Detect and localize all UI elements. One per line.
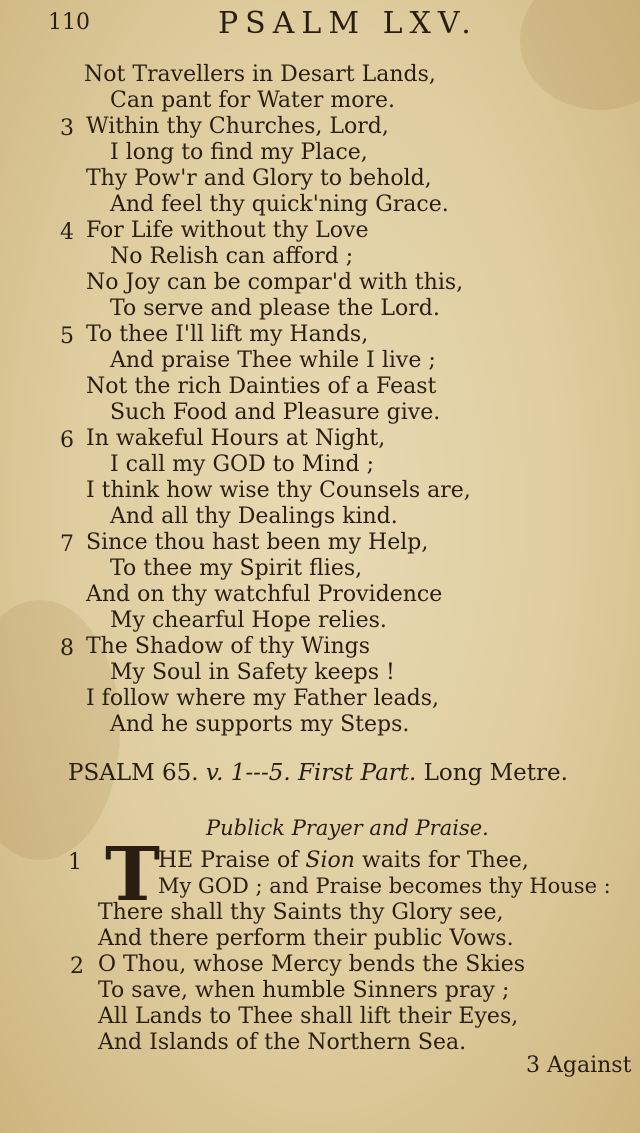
verse-line: Not Travellers in Desart Lands, [84,62,436,87]
paper-stain [520,0,640,110]
verse-line: The Shadow of thy Wings [86,634,370,659]
verse-line: And praise Thee while I live ; [110,348,436,373]
verse-number: 5 [60,324,74,349]
verse-number: 1 [68,850,82,875]
metre-label: Long Metre. [423,760,568,786]
verse-line [158,848,529,873]
verse-line: No Joy can be compar'd with this, [86,270,464,295]
verse-line: No Relish can afford ; [110,244,354,269]
verse-number: 8 [60,636,74,661]
verse-line: Can pant for Water more. [110,88,396,113]
verse-line: And on thy watchful Providence [86,582,443,607]
verse-line: To serve and please the Lord. [110,296,440,321]
verse-line: My chearful Hope relies. [110,608,387,633]
verse-line: All Lands to Thee shall lift their Eyes, [98,1004,519,1029]
verse-number: 3 [60,116,74,141]
verse-number: 6 [60,428,74,453]
verse-text: waits for Thee, [361,848,529,873]
verse-range: v. 1---5. [205,760,291,786]
catchword: 3 Against [526,1053,632,1078]
verse-number: 4 [60,220,74,245]
verse-line: Thy Pow'r and Glory to behold, [86,166,432,191]
verse-line: Since thou hast been my Help, [86,530,429,555]
verse-line: And feel thy quick'ning Grace. [110,192,449,217]
drop-capital: T [105,832,161,918]
verse-line: For Life without thy Love [86,218,369,243]
psalm-heading: PSALM 65. [68,760,199,786]
verse-line: And there perform their public Vows. [98,926,514,951]
verse-number: 7 [60,532,74,557]
verse-line: And all thy Dealings kind. [110,504,398,529]
verse-line: Within thy Churches, Lord, [86,114,389,139]
verse-text: HE Praise of [158,848,299,873]
verse-line: In wakeful Hours at Night, [86,426,386,451]
verse-line: I think how wise thy Counsels are, [86,478,471,503]
verse-line: My Soul in Safety keeps ! [110,660,395,685]
verse-line: To thee I'll lift my Hands, [86,322,369,347]
section-heading [68,760,568,786]
verse-line: To save, when humble Sinners pray ; [98,978,510,1003]
verse-line: And he supports my Steps. [110,712,410,737]
verse-line: O Thou, whose Mercy bends the Skies [98,952,526,977]
verse-number: 2 [70,954,84,979]
hymn-subtitle: Publick Prayer and Praise. [206,816,489,840]
verse-line: I follow where my Father leads, [86,686,440,711]
verse-line: There shall thy Saints thy Glory see, [98,900,504,925]
page-number: 110 [48,10,90,35]
running-title: PSALM LXV. [218,6,478,41]
verse-line: And Islands of the Northern Sea. [98,1030,467,1055]
verse-line: My GOD ; and Praise becomes thy House : [158,874,611,898]
verse-line: To thee my Spirit flies, [110,556,363,581]
verse-italic-word: Sion [305,848,355,873]
verse-line: Not the rich Dainties of a Feast [86,374,437,399]
verse-line: Such Food and Pleasure give. [110,400,441,425]
part-label: First Part. [297,760,417,786]
verse-line: I call my GOD to Mind ; [110,452,375,477]
verse-line: I long to find my Place, [110,140,368,165]
